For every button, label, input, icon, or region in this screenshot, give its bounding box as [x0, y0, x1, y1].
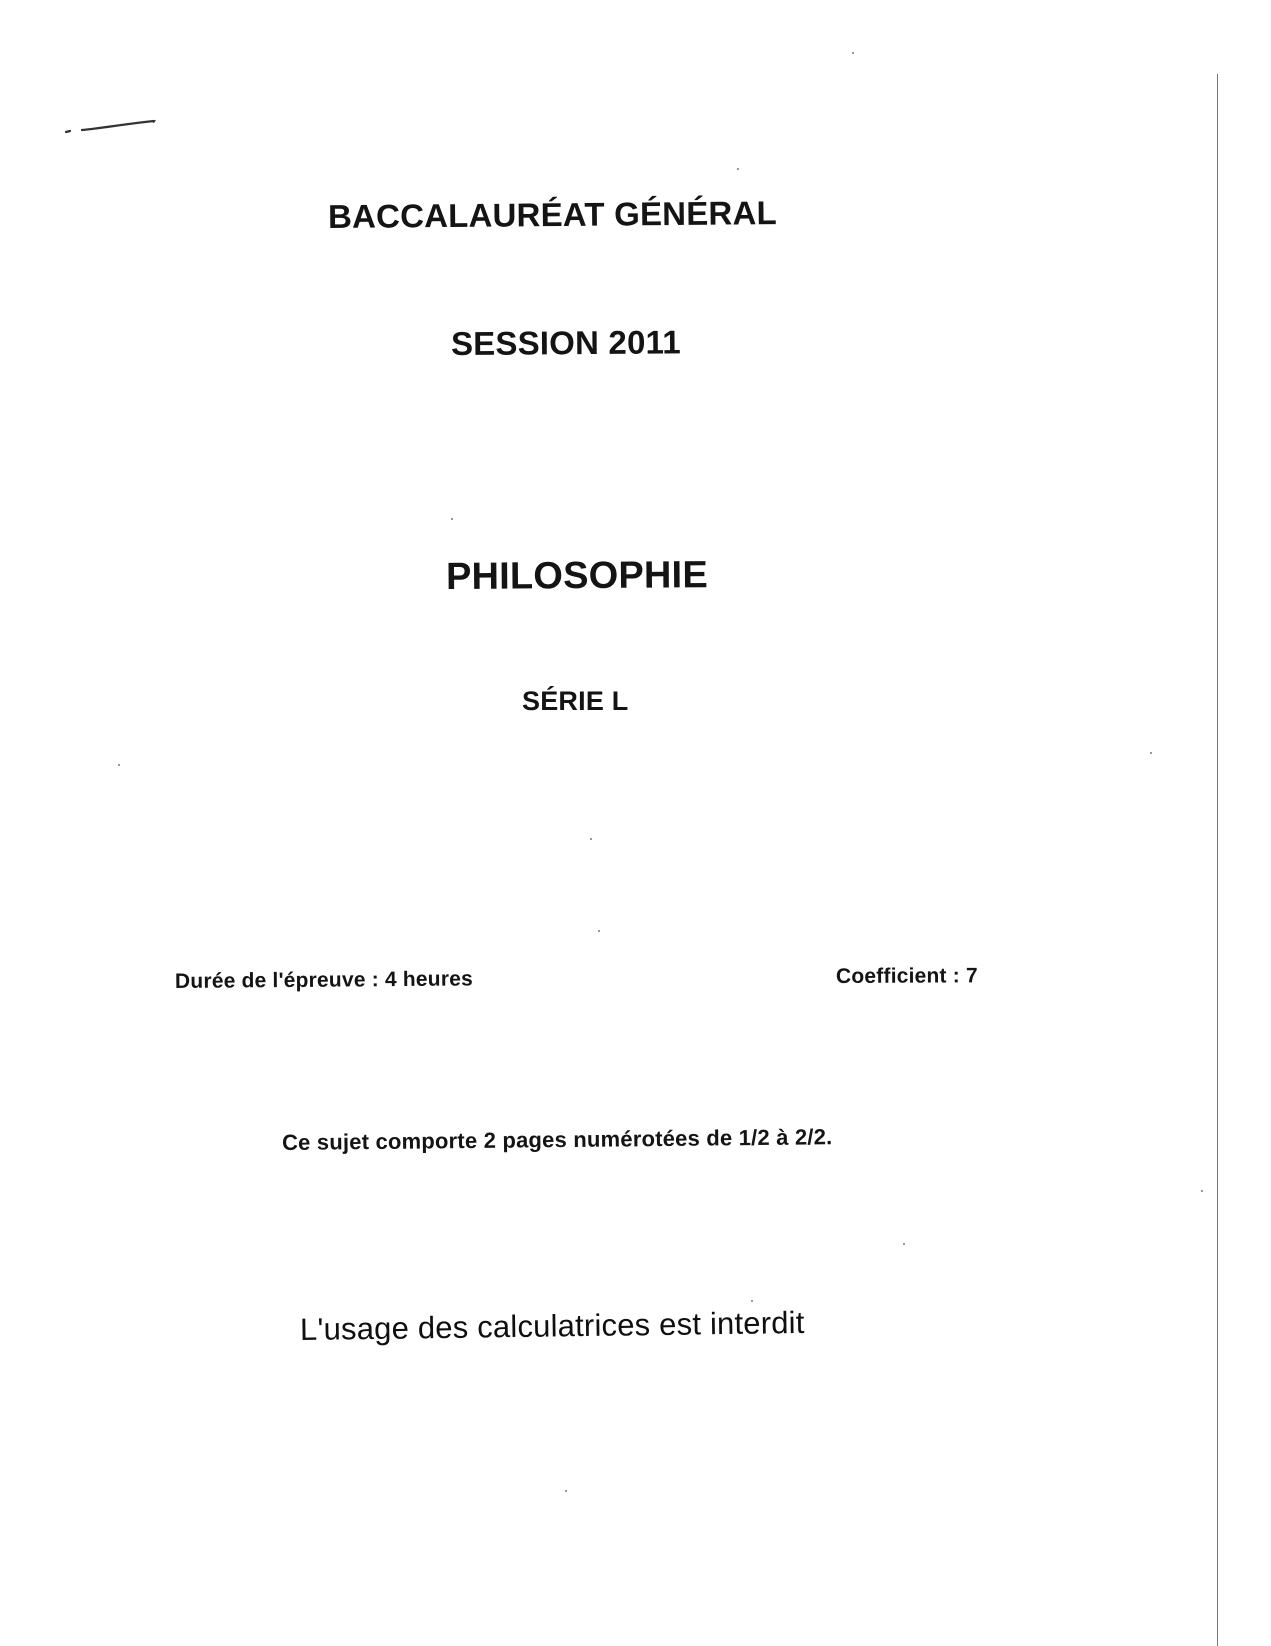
subject-title: PHILOSOPHIE: [445, 554, 709, 598]
page-count-note: Ce sujet comporte 2 pages numérotées de 1/2 à 2/2.: [281, 1124, 833, 1155]
exam-coefficient: Coefficient : 7: [835, 964, 978, 988]
pen-stroke-mark: [64, 116, 164, 146]
exam-title: BACCALAURÉAT GÉNÉRAL: [327, 194, 778, 235]
session-year: SESSION 2011: [450, 323, 681, 362]
calculator-prohibition-note: L'usage des calculatrices est interdit: [299, 1304, 805, 1347]
exam-duration: Durée de l'épreuve : 4 heures: [174, 967, 474, 993]
series-label: SÉRIE L: [522, 686, 629, 716]
scan-edge-line: [1217, 74, 1218, 1646]
